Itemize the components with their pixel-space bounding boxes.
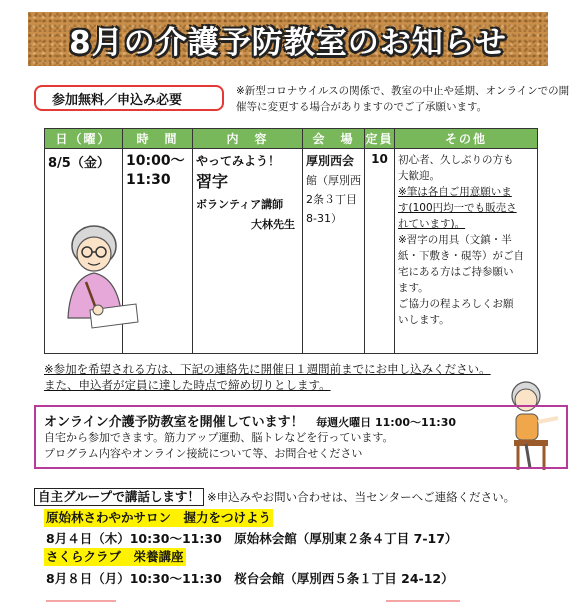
- other-line11: いします。: [398, 314, 450, 326]
- group-note: ※申込みやお問い合わせは、当センターへご連絡ください。: [207, 490, 516, 504]
- apply-notice-line1: ※参加を希望される方は、下記の連絡先に開催日１週間前までにお申し込みください。: [44, 362, 491, 376]
- page-title: 8月の介護予防教室のお知らせ: [69, 24, 507, 61]
- covid-notice: ※新型コロナウイルスの関係で、教室の中止や延期、オンラインでの開催等に変更する場合がありますのでご了承願います。: [236, 85, 570, 113]
- cell-other: [395, 149, 538, 354]
- venue-name: 厚別西会: [306, 154, 355, 168]
- cell-venue: [303, 149, 365, 354]
- content-line4: 大林先生: [251, 218, 295, 231]
- header-time: 時 間: [123, 129, 193, 149]
- content-line1: やってみよう！: [196, 154, 281, 168]
- venue-line4: 8-31）: [306, 212, 342, 225]
- group-title: 自主グループで講話します！: [34, 488, 204, 506]
- table-header-row: [45, 129, 538, 149]
- other-line5: れています)。: [398, 218, 466, 230]
- content-line2: 習字: [196, 172, 229, 191]
- session-name: 原始林さわやかサロン 握力をつけよう: [46, 510, 272, 525]
- other-line6: ※習字の用具（文鎮・半: [398, 234, 512, 246]
- header-content: 内 容: [193, 129, 303, 149]
- session-detail: 8月４日（木）10:30～11:30 原始林会館（厚別東２条４丁目 7-17）: [46, 531, 458, 546]
- venue-line2: 館（厚別西: [306, 174, 361, 187]
- event-date: 8/5（金）: [48, 156, 110, 171]
- other-line10: ご協力の程よろしくお願: [398, 298, 514, 310]
- other-line9: ます。: [398, 282, 429, 294]
- other-line2: 大歓迎。: [398, 170, 440, 182]
- other-line8: 宅にある方はご持参願い: [398, 266, 514, 278]
- other-line3: ※筆は各自ご用意願いま: [398, 186, 512, 198]
- header-other: その他: [395, 129, 538, 149]
- online-schedule: 毎週火曜日 11:00～11:30: [316, 416, 457, 429]
- session-name: さくらクラブ 栄養講座: [46, 549, 184, 564]
- decorative-divider: [46, 600, 116, 602]
- capacity-value: 10: [371, 152, 388, 166]
- decorative-divider: [386, 600, 460, 602]
- apply-notice: [44, 361, 554, 393]
- apply-notice-line2: また、申込者が定員に達した時点で締め切りとします。: [44, 378, 331, 392]
- online-line2: プログラム内容やオンライン接続について等、お問合せください: [44, 447, 363, 460]
- other-line1: 初心者、久しぶりの方も: [398, 154, 514, 166]
- time-start: 10:00～: [126, 153, 185, 169]
- session-detail: 8月８日（月）10:30～11:30 桜台会館（厚別西５条１丁目 24-12）: [46, 571, 454, 586]
- cell-capacity: [365, 149, 395, 354]
- free-registration-badge: 参加無料／申込み必要: [34, 85, 224, 111]
- title-banner: [28, 12, 548, 66]
- time-end: 11:30: [126, 172, 171, 188]
- header-capacity: 定員: [365, 129, 395, 149]
- content-line3: ボランティア講師: [196, 198, 284, 211]
- other-line7: 紙・下敷き・硯等）がご自: [398, 250, 524, 262]
- online-heading-row: [44, 411, 558, 430]
- cell-content: [193, 149, 303, 354]
- calligraphy-grandma-illustration: [50, 218, 140, 338]
- venue-line3: 2条３丁目: [306, 193, 357, 206]
- other-line4: す(100円均一でも販売さ: [398, 202, 517, 214]
- online-line1: 自宅から参加できます。筋力アップ運動、脳トレなどを行っています。: [44, 431, 394, 444]
- online-heading: オンライン介護予防教室を開催しています！: [44, 415, 304, 430]
- online-class-box: [34, 405, 568, 469]
- header-date: 日（曜）: [45, 129, 123, 149]
- header-venue: 会 場: [303, 129, 365, 149]
